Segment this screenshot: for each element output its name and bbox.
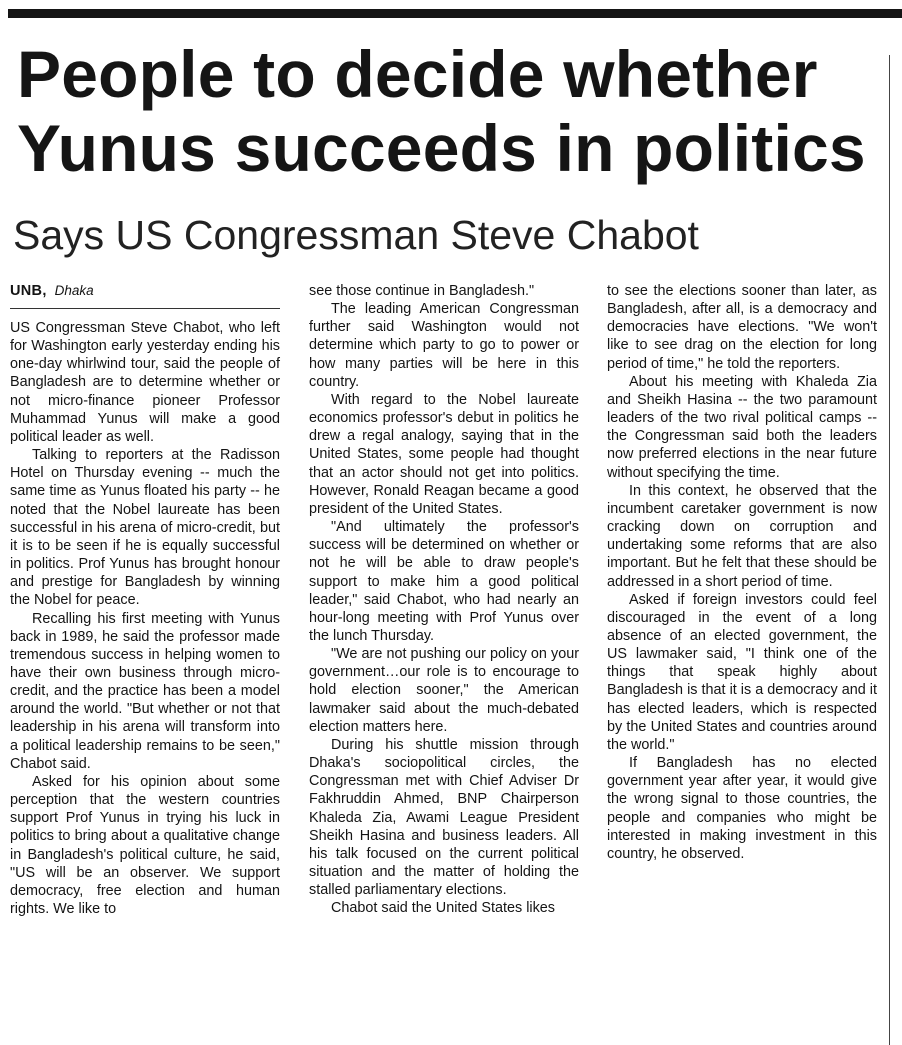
subheadline: Says US Congressman Steve Chabot xyxy=(13,212,699,258)
article-column-1 xyxy=(10,282,280,918)
paragraph-continued: see those continue in Bangladesh." xyxy=(309,283,535,299)
paragraph: Recalling his first meeting with Yunus back in 1989, he said the professor made tremendous success in helping women to have their own business through micro-credit, and the practice has been a model around the world. "But whether or not that leadership in his arena will transform into a political leadership remains to be seen," Chabot said. xyxy=(10,610,280,772)
paragraph: In this context, he observed that the incumbent caretaker government is now cracking down on corruption and undertaking some reforms that are also important. But he felt that these should be addressed in a short period of time. xyxy=(607,482,877,590)
column-divider-rule xyxy=(889,55,890,1045)
paragraph: "We are not pushing our policy on your government…our role is to encourage to hold election sooner," the American lawmaker said about the much-debated election matters here. xyxy=(309,646,579,735)
paragraph: The leading American Congressman further said Washington would not determine which party to go to power or how many parties will be here in this country. xyxy=(309,301,579,390)
headline-line-1: People to decide whether xyxy=(17,37,818,111)
top-rule-bar xyxy=(8,9,902,18)
paragraph: Talking to reporters at the Radisson Hotel on Thursday evening -- much the same time as Yunus floated his party -- he noted that the Nobel laureate has been successful in his arena of micro-credit, but it is to be seen if he is equally successful in politics. Prof Yunus has brought honour and prestige for Bangladesh by winning the Nobel for peace. xyxy=(10,447,280,609)
paragraph: If Bangladesh has no elected government year after year, it would give the wrong signal to those countries, the people and companies who might be interested in making investment in this country, he observed. xyxy=(607,755,877,862)
paragraph: During his shuttle mission through Dhaka's sociopolitical circles, the Congressman met with Chief Adviser Dr Fakhruddin Ahmed, BNP Chairperson Khaleda Zia, Awami League President Sheikh Hasina and business leaders. All his talk focused on the current political situation and the matter of holding the stalled parliamentary elections. xyxy=(309,736,579,899)
paragraph: Chabot said the United States likes xyxy=(331,900,555,917)
byline-agency: UNB, xyxy=(10,283,47,299)
byline xyxy=(10,282,280,309)
paragraph-continued: to see the elections sooner than later, as Bangladesh, after all, is a democracy and democracies have elections. "We won't like to see drag on the election for long period of time," he told the reporters. xyxy=(607,283,877,372)
byline-place: Dhaka xyxy=(54,283,94,298)
paragraph: Asked if foreign investors could feel discouraged in the event of a long absence of an elected government, the US lawmaker said, "I think one of the things that speak highly about Bangladesh is that it is a democracy and it has elected leaders, which is respected by the United States and countries around the world." xyxy=(607,591,877,753)
paragraph: With regard to the Nobel laureate economics professor's debut in politics he drew a regal analogy, saying that in the United States, some people had thought that an actor should not get into politics. However, Ronald Reagan became a good president of the United States. xyxy=(309,391,579,517)
paragraph: About his meeting with Khaleda Zia and Sheikh Hasina -- the two paramount leaders of the two rival political camps -- the Congressman said both the leaders now preferred elections in the near future without specifying the time. xyxy=(607,373,877,481)
paragraph: "And ultimately the professor's success will be determined on whether or not he will be able to draw people's support to make him a good political leader," said Chabot, who had nearly an hour-long meeting with Prof Yunus over the lunch Thursday. xyxy=(309,519,579,644)
article-column-3 xyxy=(607,282,877,863)
paragraph: US Congressman Steve Chabot, who left for Washington early yesterday ending his one-day whirlwind tour, said the people of Bangladesh are to determine whether or not micro-finance pioneer Professor Muhammad Yunus will make a good political leader as well. xyxy=(10,320,280,445)
article-column-2 xyxy=(309,282,579,917)
headline-line-2: Yunus succeeds in politics xyxy=(17,111,866,185)
headline xyxy=(17,37,887,185)
paragraph: Asked for his opinion about some perception that the western countries support Prof Yunus in trying his luck in politics to bring about a qualitative change in Bangladesh's political culture, he said, "US will be an observer. We support democracy, free election and human rights. We like to xyxy=(10,773,280,917)
